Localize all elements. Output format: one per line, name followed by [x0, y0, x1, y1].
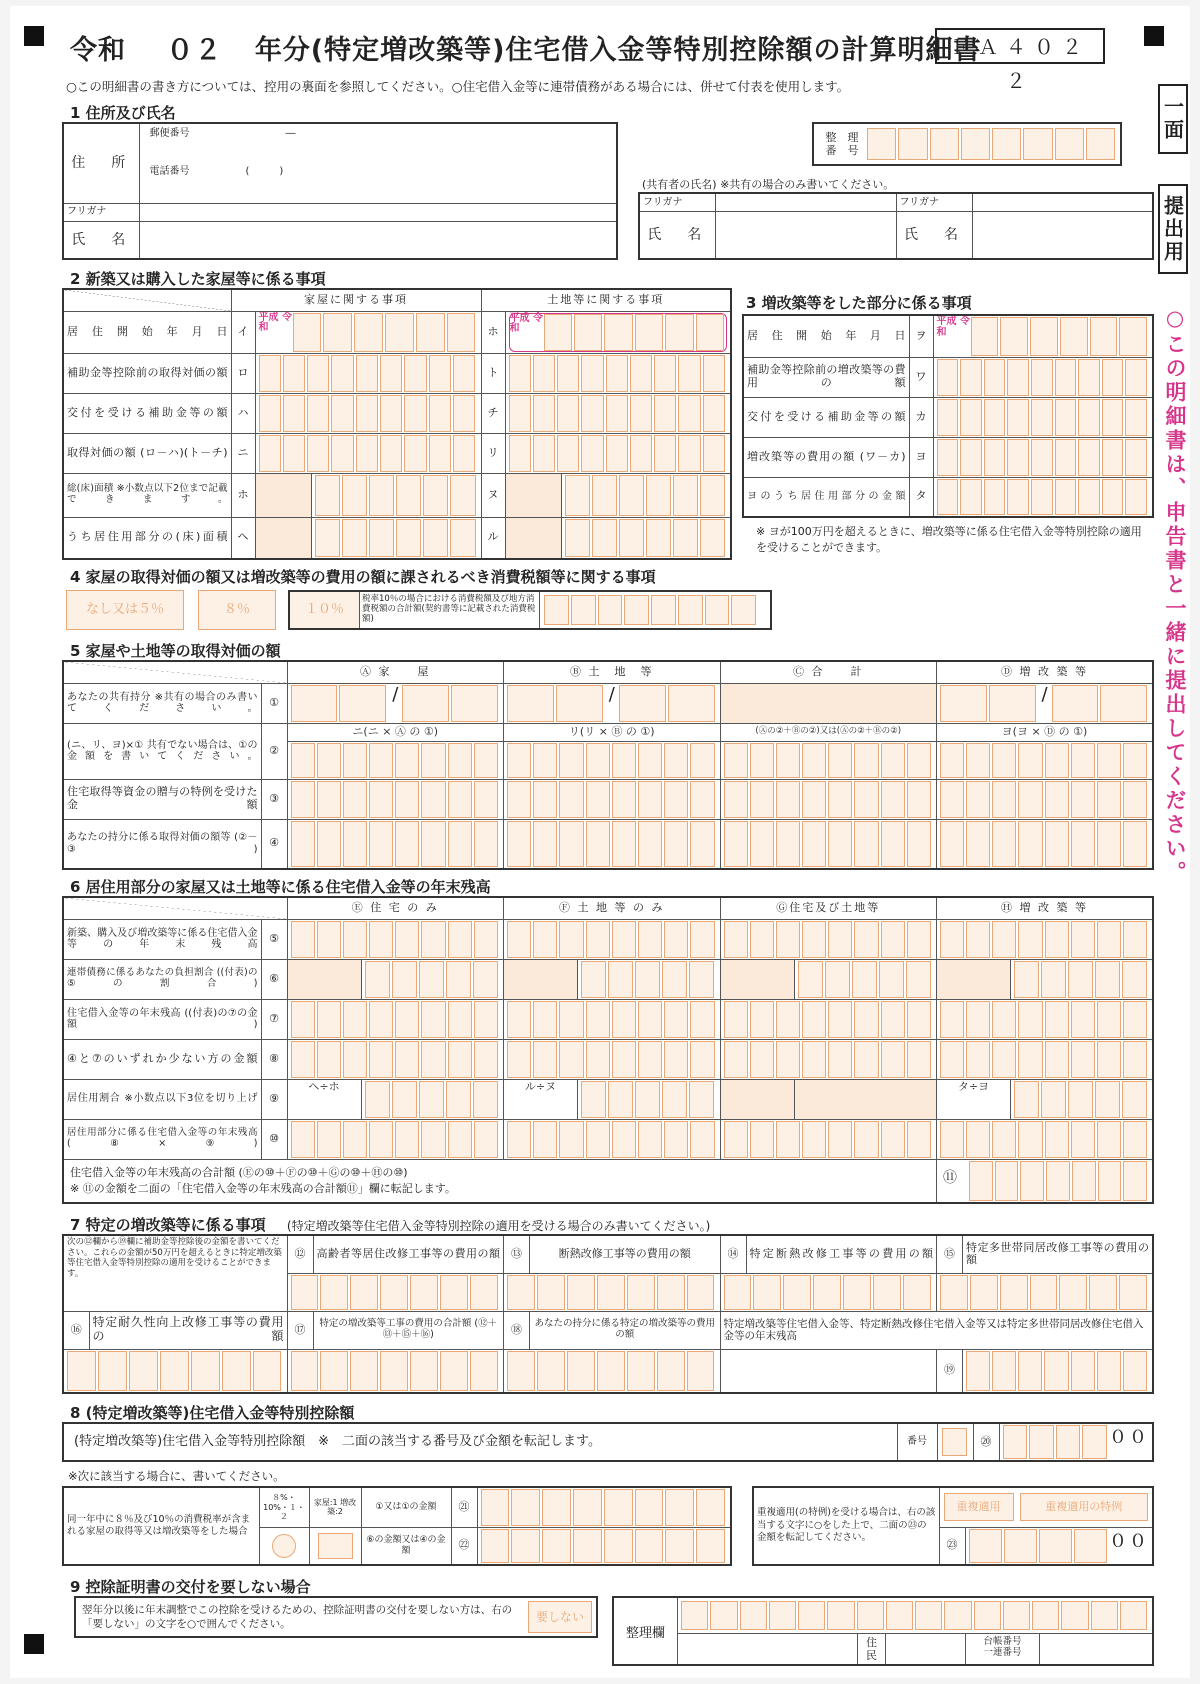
duplicate-option[interactable]: 重複適用 [944, 1493, 1014, 1521]
extension-gift-amount[interactable] [937, 779, 1154, 819]
section8-case-table: 同一年中に８％及び10％の消費税率が含まれる家屋の取得等又は増改築等をした場合 ８%・10%・１・２ 家屋:1 増改築:2 ①又は①の金額 ㉑ ⑥の金額又は④の金額 ㉒ [62, 1486, 732, 1566]
side-tab-submit: 提出用 [1158, 184, 1188, 274]
elderly-renovation-cost[interactable] [287, 1273, 504, 1311]
house-gift-amount[interactable] [287, 779, 504, 819]
co-furigana-input-1[interactable] [715, 193, 896, 211]
phone-label: 電話番号 [149, 165, 190, 177]
address-input[interactable] [150, 140, 607, 166]
daicho-label: 台帳番号 一連番号 [966, 1634, 1040, 1664]
extension-move-in-date[interactable]: 平成 令和 [933, 315, 1153, 357]
house-pre-subsidy-amount[interactable] [255, 353, 481, 393]
duplicate-desc: 重複適用(の特例)を受ける場合は、右の該当する文字に○をした上で、二面の㉓の金額を転記してください。 [753, 1487, 939, 1565]
extension-balance[interactable] [937, 919, 1154, 959]
section3-note: ※ ヨが100万円を超えるときに、増改築等に係る住宅借入金等特別控除の適用を受けることができます。 [756, 525, 1142, 554]
housing-only-residential-balance[interactable] [287, 1119, 504, 1159]
housing-only-residential-ratio[interactable] [361, 1079, 504, 1119]
section5-title: 5 家屋や土地等の取得対価の額 [70, 642, 281, 660]
house-floor-area[interactable] [311, 473, 481, 517]
land-move-in-date[interactable]: 平成 令和 [505, 311, 731, 353]
duplicate-table: 重複適用(の特例)を受ける場合は、右の該当する文字に○をした上で、二面の㉓の金額を転記してください。 重複適用 重複適用の特例 ㉓ ００ [752, 1486, 1154, 1566]
special-insulation-cost[interactable] [720, 1273, 937, 1311]
case-kaoku-input[interactable] [309, 1527, 361, 1565]
side-tab-1: 一面 [1158, 84, 1188, 154]
seiri-bango-input[interactable] [867, 128, 1117, 160]
side-instruction: ○この明細書は、申告書と一緒に提出してください。 [1163, 306, 1187, 885]
deduction-amount[interactable]: ００ [999, 1423, 1153, 1461]
section8-note: ※次に該当する場合に、書いてください。 [68, 1469, 285, 1483]
name-input[interactable] [139, 221, 617, 259]
s3-row-label: 居住開始年月日 [743, 315, 909, 357]
section7-title: 7 特定の増改築等に係る事項 (特定増改築等住宅借入金等特別控除の適用を受ける場合のみ書いてください。) [70, 1216, 711, 1234]
deduction-label: (特定増改築等)住宅借入金等特別控除額 ※ 二面の該当する番号及び金額を転記します。 [63, 1423, 897, 1461]
section7-table: 次の⑫欄から⑲欄に補助金等控除後の金額を書いてください。これらの金額が50万円を超えるときに特定増改築等住宅借入金等特別控除の適用を受けることができます。 ⑫ 高齢者等居住改修工事等の費用の額 ⑬ 断熱改修工事等の費用の額 ⑭ 特定断熱改修工事等の費用の額 ⑮ 特定多世帯同居改修工事等の費用の額 ⑯ 特定耐久性向上改修工事等の費用の額 ⑰ 特定の増改築等工事の費用の合計額 (⑫＋⑬＋⑮＋⑯) ⑱ あなたの持分に係る特定の増改築等の費用の額 特定増改築等住宅借入金等、特定断熱改修住宅借入金等又は特定多世帯同居改修住宅借入金等の年末残高 ⑲ [62, 1234, 1154, 1394]
housing-only-min[interactable] [287, 1039, 504, 1079]
co-name-input-2[interactable] [972, 211, 1153, 259]
share-special-renovation-cost[interactable] [504, 1349, 721, 1393]
housing-land-residential-balance[interactable] [720, 1119, 937, 1159]
section8-table: (特定増改築等)住宅借入金等特別控除額 ※ 二面の該当する番号及び金額を転記します。 番号 ⑳ ００ [62, 1422, 1154, 1462]
section2-title: 2 新築又は購入した家屋等に係る事項 [70, 270, 326, 288]
housing-only-balance[interactable] [287, 919, 504, 959]
extension-residential-amount[interactable] [933, 477, 1153, 517]
s5-row-label: あなたの共有持分 ※共有の場合のみ書いてください。 [63, 683, 261, 723]
land-acquisition-amount[interactable] [505, 433, 731, 473]
land-subsidy-amount[interactable] [505, 393, 731, 433]
extension-pre-subsidy-amount[interactable] [933, 357, 1153, 397]
section4-title: 4 家屋の取得対価の額又は増改築等の費用の額に課されるべき消費税額等に関する事項 [70, 568, 656, 586]
seiri-bango-label: 整 理 番 号 [825, 130, 859, 157]
bango-label: 番号 [897, 1423, 937, 1461]
house-subsidy-amount[interactable] [255, 393, 481, 433]
tax-10-box [288, 590, 772, 630]
land-only-residential-ratio[interactable] [578, 1079, 721, 1119]
co-furigana-label-2: フリガナ [896, 193, 972, 211]
form-code: ＦＡ４０２２ [935, 28, 1105, 64]
house-acquisition-amount[interactable] [255, 433, 481, 473]
s5-row-label: 住宅取得等資金の贈与の特例を受けた金額 [63, 779, 261, 819]
extension-residential-balance[interactable] [937, 1119, 1154, 1159]
land-residential-area[interactable] [561, 517, 731, 559]
total-net-amount[interactable] [720, 819, 937, 869]
section1-title: 1 住所及び氏名 [70, 104, 176, 122]
s2-row-label: うち居住用部分の(床)面積 [63, 517, 231, 559]
special-renovation-total[interactable] [287, 1349, 504, 1393]
name-label: 氏 名 [63, 221, 139, 259]
case-amount-21[interactable] [477, 1487, 731, 1527]
duplicate-amount[interactable]: ００ [965, 1527, 1153, 1565]
section9-title: 9 控除証明書の交付を要しない場合 [70, 1578, 311, 1596]
coowner-note: (共有者の氏名) ※共有の場合のみ書いてください。 [642, 178, 895, 191]
tax-rate-option-8[interactable]: ８％ [198, 590, 276, 630]
furigana-input[interactable] [139, 203, 617, 221]
extension-share[interactable]: / [937, 683, 1154, 723]
section3-table: 居住開始年月日 ヲ 平成 令和 補助金等控除前の増改築等の費用の額 ワ 交付を受ける補助金等の額 カ 増改築等の費用の額 (ワ－カ) ヨ ヨのうち居住用部分の金額 タ [742, 314, 1154, 518]
extension-net-amount[interactable] [937, 819, 1154, 869]
total-balance-label: 住宅借入金等の年末残高の合計額 (Ⓔの⑩＋Ⓕの⑩＋Ⓖの⑩＋Ⓗの⑩) [70, 1165, 408, 1179]
form-title [70, 28, 982, 67]
s2-row-label: 居住開始年月日 [63, 311, 231, 353]
no-certificate-desc: 翌年分以後に年末調整でこの控除を受けるための、控除証明書の交付を要しない方は、右の「要しない」の文字を○で囲んでください。 [82, 1603, 513, 1630]
registration-mark [24, 1634, 44, 1654]
land-only-ratio[interactable] [578, 959, 721, 999]
s5-row-label: (ニ、リ、ヨ)×① 共有でない場合は、①の金額を書いてください。 [63, 723, 261, 779]
extension-share-balance[interactable] [937, 999, 1154, 1039]
coowner-table [638, 192, 1154, 260]
furigana-label: フリガナ [63, 203, 139, 221]
s3-row-label: 補助金等控除前の増改築等の費用の額 [743, 357, 909, 397]
postal-label: 郵便番号 [149, 128, 190, 139]
s3-row-label: ヨのうち居住用部分の金額 [743, 477, 909, 517]
land-only-share-balance[interactable] [504, 999, 721, 1039]
tax-rate-option-10[interactable]: １０％ [290, 592, 360, 628]
extension-min[interactable] [937, 1039, 1154, 1079]
duplicate-special-option[interactable]: 重複適用の特例 [1020, 1493, 1149, 1521]
no-certificate-option[interactable]: 要しない [528, 1601, 592, 1633]
header-note: ○この明細書の書き方については、控用の裏面を参照してください。○住宅借入金等に連帯債務がある場合には、併せて付表を使用します。 [66, 79, 850, 94]
house-share-amount[interactable] [287, 741, 504, 779]
case-tax-rate-circle[interactable] [259, 1527, 309, 1565]
house-net-amount[interactable] [287, 819, 504, 869]
seiri-ran-codes[interactable] [678, 1598, 1152, 1634]
s2-row-label: 交付を受ける補助金等の額 [63, 393, 231, 433]
no-certificate-box [74, 1596, 598, 1638]
co-furigana-label-1: フリガナ [639, 193, 715, 211]
s2-row-label: 取得対価の額 (ロ－ハ)(ト－チ) [63, 433, 231, 473]
tax-10-desc: 税率10％の場合における消費税額及び地方消費税額の合計額(契約書等に記載された消費税額) [360, 592, 540, 628]
housing-land-share-balance[interactable] [720, 999, 937, 1039]
co-name-input-1[interactable] [715, 211, 896, 259]
housing-land-balance[interactable] [720, 919, 937, 959]
extension-ratio[interactable] [1011, 959, 1154, 999]
title-text: 年分(特定増改築等)住宅借入金等特別控除額の計算明細書 [254, 35, 982, 66]
section8-title: 8 (特定増改築等)住宅借入金等特別控除額 [70, 1404, 355, 1422]
special-balance[interactable] [963, 1349, 1154, 1393]
seiri-ran-box: 整理欄 住 民 台帳番号 一連番号 [612, 1596, 1154, 1666]
section7-intro: 次の⑫欄から⑲欄に補助金等控除後の金額を書いてください。これらの金額が50万円を超えるときに特定増改築等住宅借入金等特別控除の適用を受けることができます。 [63, 1235, 287, 1311]
housing-only-ratio[interactable] [361, 959, 504, 999]
insulation-renovation-cost[interactable] [504, 1273, 721, 1311]
era-label: 令和 [70, 35, 126, 66]
year-value: ０２ [166, 35, 223, 66]
seiri-ran-label: 整理欄 [614, 1598, 678, 1664]
land-only-balance[interactable] [504, 919, 721, 959]
land-header: 土地等に関する事項 [481, 289, 731, 311]
registration-mark [1144, 26, 1164, 46]
land-gift-amount[interactable] [504, 779, 721, 819]
house-share[interactable]: / [287, 683, 504, 723]
daicho-input[interactable] [1040, 1634, 1152, 1664]
co-name-label-2: 氏 名 [896, 211, 972, 259]
land-only-min[interactable] [504, 1039, 721, 1079]
co-name-label-1: 氏 名 [639, 211, 715, 259]
total-share-amount[interactable] [720, 741, 937, 779]
durability-renovation-cost[interactable] [63, 1349, 287, 1393]
housing-land-min[interactable] [720, 1039, 937, 1079]
section2-table: 家屋に関する事項 土地等に関する事項 居住開始年月日 イ 平成 令和 ホ 平成 令和 補助金等控除前の取得対価の額 ロ ト 交付を受ける補助金等の額 ハ チ 取得対価の額 (ロ－ハ)(ト－チ) ニ リ 総(床)面積 ※小数点以下2位まで記載できます。 ホ ヌ うち居住用部分の(床)面積 ヘ ル [62, 288, 732, 560]
extension-share-amount[interactable] [937, 741, 1154, 779]
section5-table: Ⓐ 家 屋 Ⓑ 土 地 等 Ⓒ 合 計 Ⓓ 増 改 築 等 あなたの共有持分 ※共有の場合のみ書いてください。 ① / / / (ニ、リ、ヨ)×① 共有でない場合は、①の金額を書いてください。 ② ニ(ニ × Ⓐ の ①) リ(リ × Ⓑ の ①) (Ⓐの②＋Ⓑの②)又は(Ⓐの②＋Ⓑの②) ヨ(ヨ × Ⓓ の ①) 住宅取得等資金の贈与の特例を受けた金額 ③ あなたの持分に係る取得対価の額等 (②－③) ④ [62, 660, 1154, 870]
form-page [10, 6, 1190, 1678]
address-label: 住 所 [63, 123, 139, 203]
land-pre-subsidy-amount[interactable] [505, 353, 731, 393]
section6-title: 6 居住用部分の家屋又は土地等に係る住宅借入金等の年末残高 [70, 878, 491, 896]
total-gift-amount[interactable] [720, 779, 937, 819]
s3-row-label: 増改築等の費用の額 (ワ－カ) [743, 437, 909, 477]
extension-residential-ratio[interactable] [1011, 1079, 1154, 1119]
land-area[interactable] [561, 473, 731, 517]
case1-desc: 同一年中に８％及び10％の消費税率が含まれる家屋の取得等又は増改築等をした場合 [63, 1487, 259, 1565]
co-furigana-input-2[interactable] [972, 193, 1153, 211]
multigeneration-renovation-cost[interactable] [937, 1273, 1154, 1311]
land-share[interactable]: / [504, 683, 721, 723]
section3-title: 3 増改築等をした部分に係る事項 [746, 294, 972, 312]
registration-mark [24, 26, 44, 46]
bango-input[interactable] [937, 1423, 973, 1461]
section7-title-note: (特定増改築等住宅借入金等特別控除の適用を受ける場合のみ書いてください。) [286, 1219, 711, 1233]
address-table: 住 所 郵便番号 ― 電話番号 ( ) フリガナ 氏 名 [62, 122, 618, 260]
housing-only-share-balance[interactable] [287, 999, 504, 1039]
total-balance-note: ※ ⑪の金額を二面の「住宅借入金等の年末残高の合計額⑪」欄に転記します。 [70, 1181, 456, 1195]
section6-table: Ⓔ 住 宅 の み Ⓕ 土 地 等 の み Ⓖ住宅及び土地等 Ⓗ 増 改 築 等 新築、購入及び増改築等に係る住宅借入金等の年末残高 ⑤ 連帯債務に係るあなたの負担割合 ((付表)の⑤の割合) ⑥ 住宅借入金等の年末残高 ((付表)の⑦の金額) ⑦ ④と⑦のいずれか少ない方の金額 ⑧ 居住用割合 ※小数点以下3位を切り上げ ⑨ ヘ÷ホ ル÷ヌ タ÷ヨ 居住用部分に係る住宅借入金等の年末残高 (⑧×⑨) ⑩ 住宅借入金等の年末残高の合計額 (Ⓔの⑩＋Ⓕの⑩＋Ⓖの⑩＋Ⓗの⑩) ※ ⑪の金額を二面の「住宅借入金等の年末残高の合計額⑪」欄に転記します。 ⑪ [62, 896, 1154, 1204]
house-header: 家屋に関する事項 [231, 289, 481, 311]
house-residential-area[interactable] [311, 517, 481, 559]
s2-row-label: 総(床)面積 ※小数点以下2位まで記載できます。 [63, 473, 231, 517]
housing-land-ratio[interactable] [794, 959, 937, 999]
case-amount-22[interactable] [477, 1527, 731, 1565]
land-only-residential-balance[interactable] [504, 1119, 721, 1159]
extension-cost-amount[interactable] [933, 437, 1153, 477]
tax-rate-option-5[interactable]: なし又は５％ [66, 590, 184, 630]
s3-row-label: 交付を受ける補助金等の額 [743, 397, 909, 437]
house-move-in-date[interactable]: 平成 令和 [255, 311, 481, 353]
land-share-amount[interactable] [504, 741, 721, 779]
extension-subsidy-amount[interactable] [933, 397, 1153, 437]
total-balance-amount[interactable]: ⑪ [937, 1159, 1154, 1203]
tax-10-amount[interactable] [540, 592, 770, 628]
s5-row-label: あなたの持分に係る取得対価の額等 (②－③) [63, 819, 261, 869]
seiri-bango-box [812, 122, 1122, 166]
land-net-amount[interactable] [504, 819, 721, 869]
s2-row-label: 補助金等控除前の取得対価の額 [63, 353, 231, 393]
